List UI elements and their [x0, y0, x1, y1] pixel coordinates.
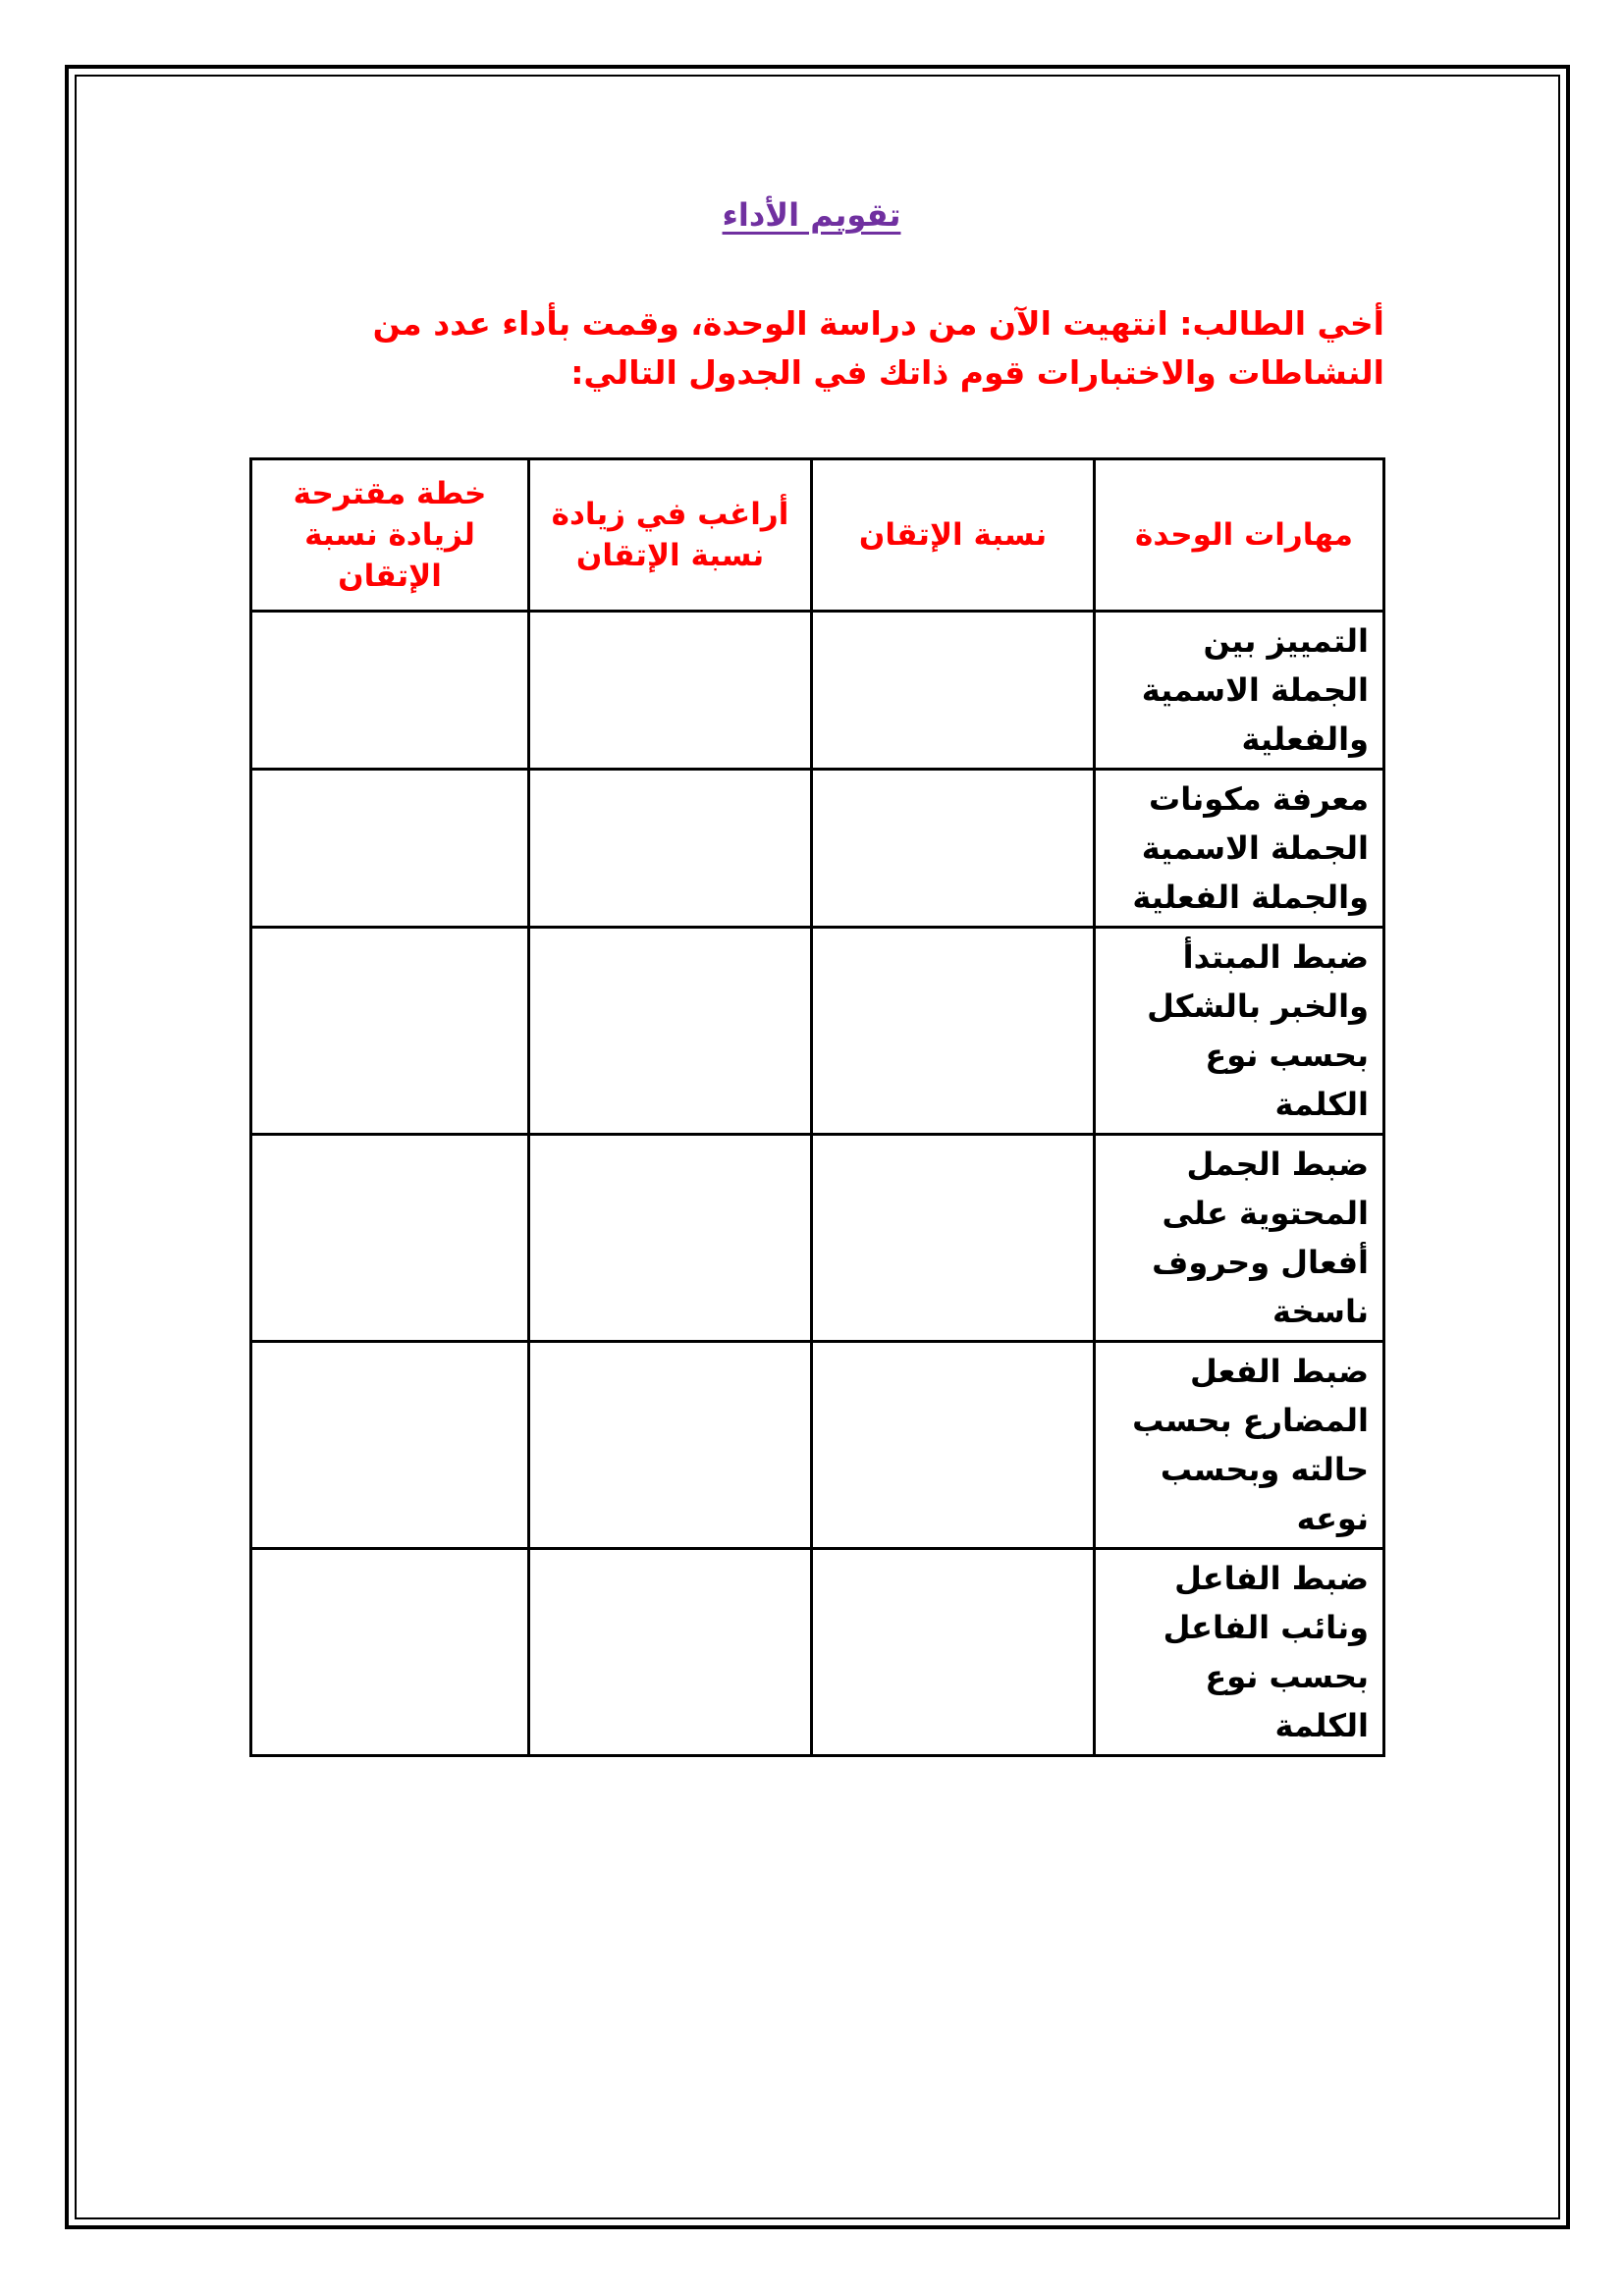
header-wish-increase: أراغب في زيادة نسبة الإتقان	[529, 459, 812, 612]
page-title: تقويم الأداء	[722, 196, 901, 234]
table-row	[251, 1135, 1384, 1342]
wish-cell[interactable]	[529, 928, 812, 1135]
skill-cell: ضبط المبتدأ والخبر بالشكل بحسب نوع الكلمة	[1095, 928, 1384, 1135]
wish-cell[interactable]	[529, 612, 812, 770]
table-row	[251, 770, 1384, 928]
plan-cell[interactable]	[251, 928, 529, 1135]
plan-cell[interactable]	[251, 1135, 529, 1342]
plan-cell[interactable]	[251, 1342, 529, 1549]
mastery-cell[interactable]	[812, 770, 1095, 928]
table-row	[251, 612, 1384, 770]
mastery-cell[interactable]	[812, 928, 1095, 1135]
mastery-cell[interactable]	[812, 1549, 1095, 1756]
table-row	[251, 928, 1384, 1135]
plan-cell[interactable]	[251, 612, 529, 770]
plan-cell[interactable]	[251, 1549, 529, 1756]
wish-cell[interactable]	[529, 1549, 812, 1756]
skill-cell: معرفة مكونات الجملة الاسمية والجملة الفعلية	[1095, 770, 1384, 928]
wish-cell[interactable]	[529, 770, 812, 928]
table-header-row	[251, 459, 1384, 612]
skill-cell: ضبط الفعل المضارع بحسب حالته وبحسب نوعه	[1095, 1342, 1384, 1549]
wish-cell[interactable]	[529, 1135, 812, 1342]
intro-paragraph: أخي الطالب: انتهيت الآن من دراسة الوحدة، وقمت بأداء عدد من النشاطات والاختبارات قوم ذاتك في الجدول التالي:	[372, 304, 1384, 392]
table-row	[251, 1342, 1384, 1549]
table-row	[251, 1549, 1384, 1756]
skill-cell: التمييز بين الجملة الاسمية والفعلية	[1095, 612, 1384, 770]
mastery-cell[interactable]	[812, 612, 1095, 770]
plan-cell[interactable]	[251, 770, 529, 928]
mastery-cell[interactable]	[812, 1135, 1095, 1342]
header-mastery: نسبة الإتقان	[812, 459, 1095, 612]
skill-cell: ضبط الفاعل ونائب الفاعل بحسب نوع الكلمة	[1095, 1549, 1384, 1756]
wish-cell[interactable]	[529, 1342, 812, 1549]
header-unit-skills: مهارات الوحدة	[1095, 459, 1384, 612]
header-suggested-plan: خطة مقترحة لزيادة نسبة الإتقان	[251, 459, 529, 612]
skill-cell: ضبط الجمل المحتوية على أفعال وحروف ناسخة	[1095, 1135, 1384, 1342]
self-evaluation-table	[249, 457, 1385, 1757]
mastery-cell[interactable]	[812, 1342, 1095, 1549]
